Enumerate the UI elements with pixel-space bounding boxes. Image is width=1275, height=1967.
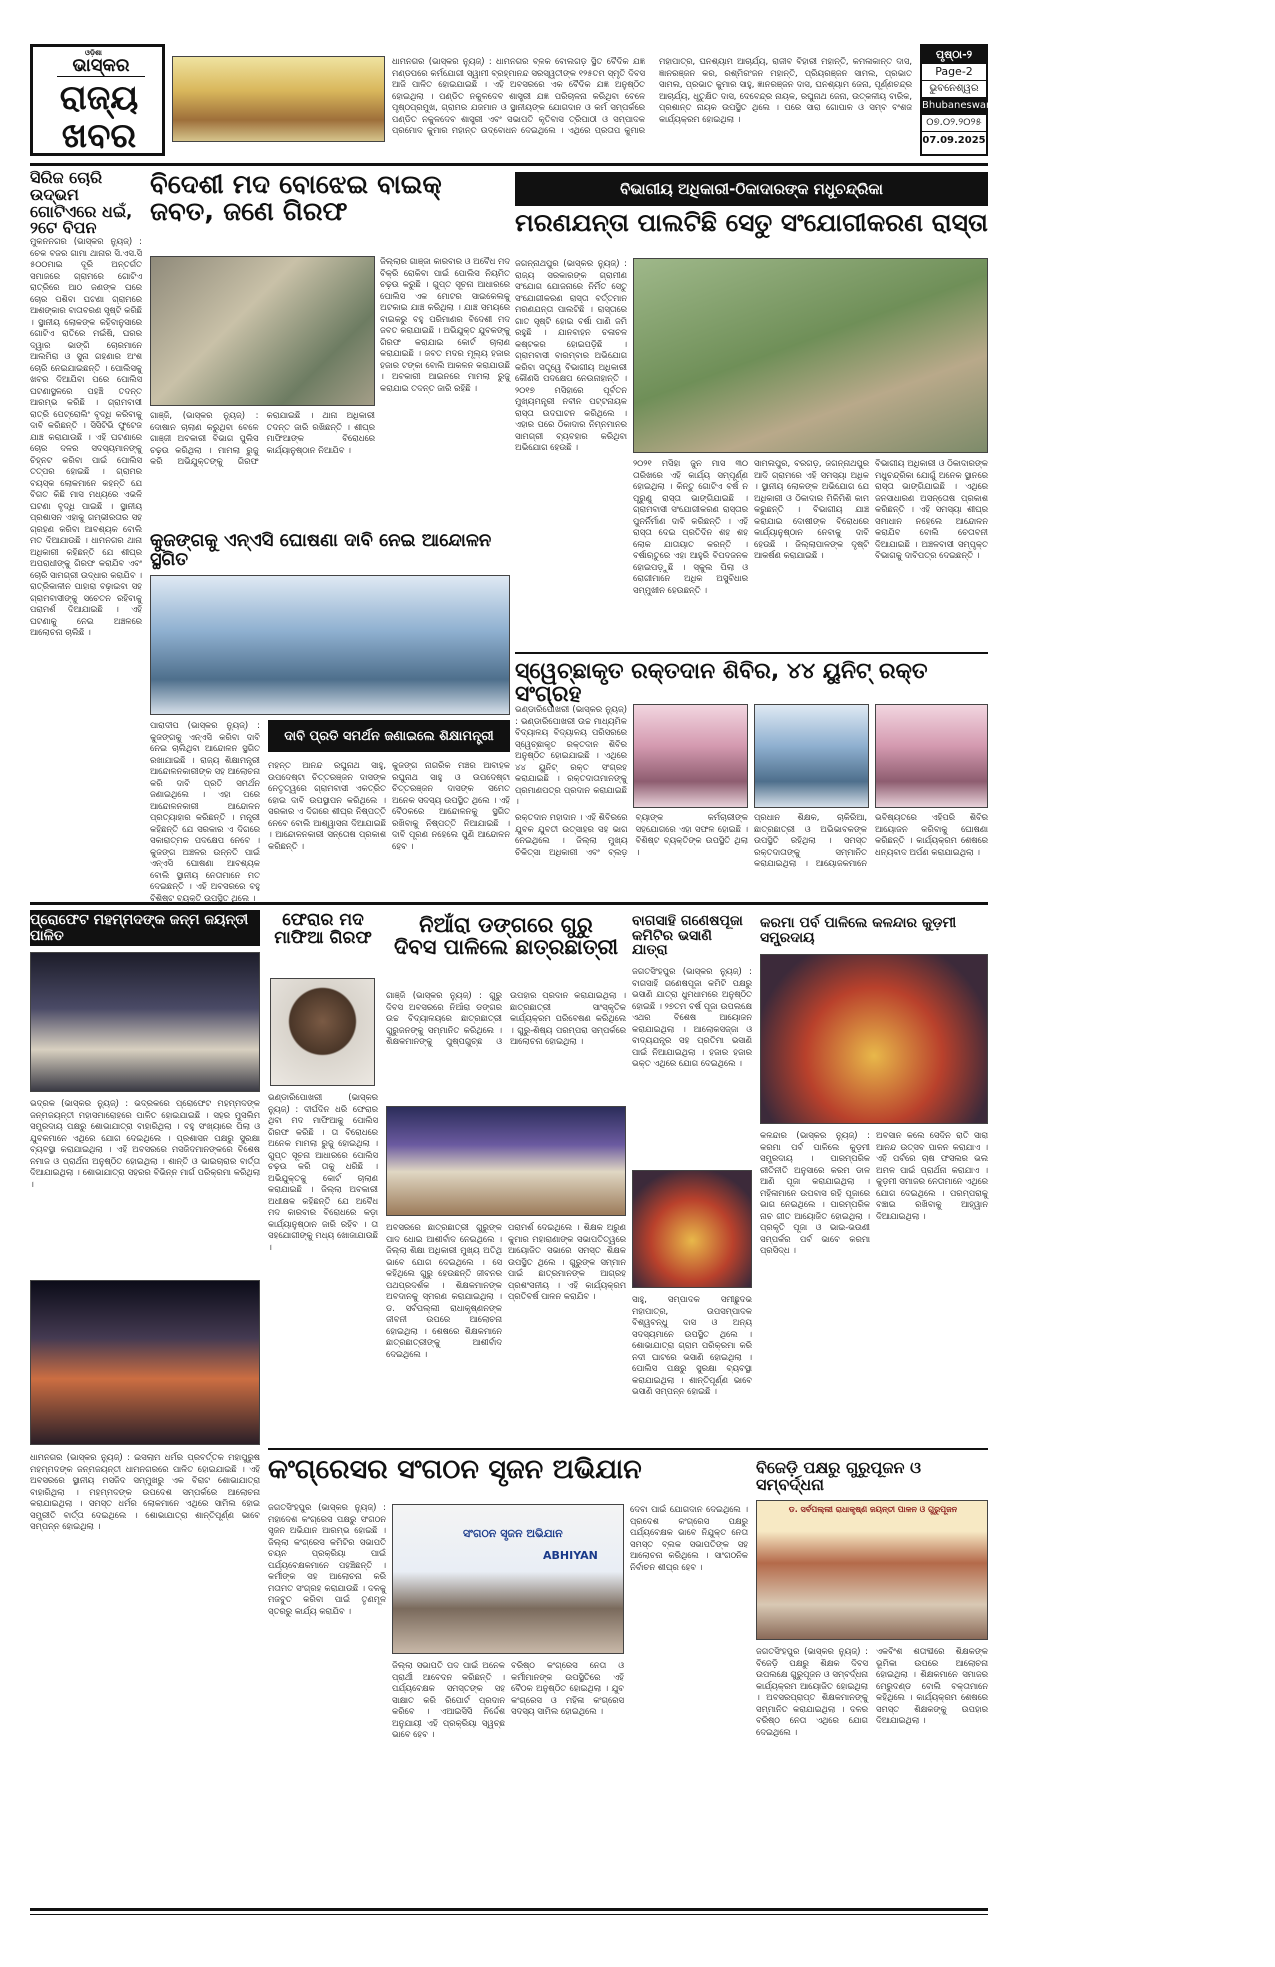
bridge-story-text-d: ବିଭାଗୀୟ ଅଧିକାରୀ ଓ ଠିକାଦାରଙ୍କ ମଧୁଚନ୍ଦ୍ରିକା ଯୋଗୁଁ ଅନେକ ସ୍ଥାନରେ ରାସ୍ତା ଭାଙ୍ଗିଯାଇଛି । ଏଥିରେ ଜନସାଧାରଣ ଅସନ୍ତୋଷ ପ୍ରକାଶ କରିଛନ୍ତି । ଏହି ସମସ୍ୟା ଶୀଘ୍ର ସମାଧାନ ନହେଲେ ଆନ୍ଦୋଳନ କରାଯିବ ବୋଲି ଚେତାବନୀ ଦିଆଯାଇଛି । ଅଞ୍ଚଳବାସୀ ସମ୍ପୃକ୍ତ ବିଭାଗକୁ ଦାବିପତ୍ର ଦେଇଛନ୍ତି । — [875, 458, 988, 560]
karma-story-headline: କରମା ପର୍ବ ପାଳିଲେ କଳନ୍ଦାର କୁଡ଼ମୀ ସମ୍ପ୍ରଦାୟ — [760, 915, 957, 946]
bridge-story-text-a: ଜଗନ୍ନାଥପୁର (ଭାସ୍କର ନ୍ୟୁଜ୍) : ରାଜ୍ୟ ସରକାରଙ୍କ ଗ୍ରାମୀଣ ସଂଯୋଗ ଯୋଜନାରେ ନିର୍ମିତ ସେତୁ ସଂଯୋଗୀକରଣ ରାସ୍ତା ବର୍ତ୍ତମାନ ମରଣଯନ୍ତା ପାଲଟିଛି । ରାସ୍ତାରେ ଗାତ ସୃଷ୍ଟି ହୋଇ ବର୍ଷା ପାଣି ଜମି ରହୁଛି । ଯାନବାହନ ଚଳାଚଳ କଷ୍ଟକର ହୋଇପଡ଼ିଛି । ଗ୍ରାମବାସୀ ବାରମ୍ବାର ଅଭିଯୋଗ କରିବା ସତ୍ତ୍ୱେ ବିଭାଗୀୟ ଅଧିକାରୀ କୌଣସି ପଦକ୍ଷେପ ନେଉନାହାନ୍ତି । ୨୦୧୭ ମସିହାରେ ପୂର୍ବତନ ମୁଖ୍ୟମନ୍ତ୍ରୀ ନବୀନ ପଟ୍ଟନାୟକ ରାସ୍ତା ଉଦଘାଟନ କରିଥିଲେ । ଏହାର ପରେ ଠିକାଦାର ନିମ୍ନମାନର ସାମଗ୍ରୀ ବ୍ୟବହାର କରିଥିବା ଅଭିଯୋଗ ହେଉଛି । — [515, 258, 627, 452]
kunjang-story-text: ପାରାଦୀପ (ଭାସ୍କର ନ୍ୟୁଜ୍) : କୁଜଙ୍ଗକୁ ଏନ୍‌ଏସି କରିବା ଦାବି ନେଇ ଚାଲିଥିବା ଆନ୍ଦୋଳନ ସ୍ଥଗିତ ରଖାଯାଇଛି । ରାଜ୍ୟ ଶିକ୍ଷାମନ୍ତ୍ରୀ ଆନ୍ଦୋଳନକାରୀଙ୍କ ସହ ଆଲୋଚନା କରି ଦାବି ପ୍ରତି ସମର୍ଥନ ଜଣାଇଥିଲେ । ଏହା ପରେ ଆନ୍ଦୋଳନକାରୀ ଆନ୍ଦୋଳନ ପ୍ରତ୍ୟାହାର କରିଛନ୍ତି । ମନ୍ତ୍ରୀ କହିଛନ୍ତି ଯେ ସରକାର ଏ ଦିଗରେ ସକାରାତ୍ମକ ପଦକ୍ଷେପ ନେବେ । କୁଜଙ୍ଗ ଅଞ୍ଚଳର ଉନ୍ନତି ପାଇଁ ଏନ୍‌ଏସି ଘୋଷଣା ଆବଶ୍ୟକ ବୋଲି ସ୍ଥାନୀୟ ନେତାମାନେ ମତ ଦେଇଛନ୍ତି । ଏହି ଅବସରରେ ବହୁ ବିଶିଷ୍ଟ ବ୍ୟକ୍ତି ଉପସ୍ଥିତ ଥିଲେ । — [150, 720, 260, 903]
bridge-story-text-c: ସାମଲପୁର, ବରଗଡ଼, ଜଗନ୍ନାଥପୁର ଆଦି ଗ୍ରାମରେ ଏହି ସମସ୍ୟା ଅଧିକ । ସ୍ଥାନୀୟ ଲୋକଙ୍କ ଅଭିଯୋଗ ଯେ ଅଧିକାରୀ ଓ ଠିକାଦାର ମିଳିମିଶି କାମ କରୁଛନ୍ତି । ବିଭାଗୀୟ ଯାଞ୍ଚ କରାଯାଇ ଦୋଷୀଙ୍କ ବିରୋଧରେ କାର୍ଯ୍ୟାନୁଷ୍ଠାନ ନେବାକୁ ଦାବି ହେଉଛି । ଜିଲ୍ଲାପାଳଙ୍କ ଦୃଷ୍ଟି ଆକର୍ଷଣ କରାଯାଇଛି । — [754, 458, 869, 560]
bjd-story-headline: ବିଜେଡ଼ି ପକ୍ଷରୁ ଗୁରୁପୂଜନ ଓ ସମ୍ବର୍ଦ୍ଧନା — [756, 1458, 922, 1494]
congress-banner-text: ସଂଗଠନ ସୃଜନ ଅଭିଯାନ — [463, 1527, 563, 1540]
ganesh-story-headline: ବାଗସାହି ଗଣେଷପୂଜା କମିଟିର ଭସାଣି ଯାତ୍ରା — [632, 913, 743, 959]
prophet-story-headline: ପ୍ରୋଫେଟ ମହମ୍ମଦଙ୍କ ଜନ୍ମ ଜୟନ୍ତୀ ପାଳିତ — [30, 910, 260, 946]
date-odia: ୦୭.୦୨.୨୦୨୫ — [922, 115, 986, 132]
liquor-story-text-a: ଜିଲ୍ଲାର ଗାଞ୍ଜା କାରବାର ଓ ଅବୈଧ ମଦ ବିକ୍ରି ରୋକିବା ପାଇଁ ପୋଲିସ ନିୟମିତ ଚଢ଼ଉ କରୁଛି । ଗୁପ୍ତ ସୂଚନା ଆଧାରରେ ପୋଲିସ ଏକ ମୋଟର ସାଇକେଲକୁ ଅଟକାଇ ଯାଞ୍ଚ କରିଥିଲା । ଯାଞ୍ଚ ସମୟରେ ବାଇକରୁ ବହୁ ପରିମାଣର ବିଦେଶୀ ମଦ ଜବତ କରାଯାଇଛି । ଅଭିଯୁକ୍ତ ଯୁବକଙ୍କୁ ଗିରଫ କରାଯାଇ କୋର୍ଟ ଚାଲାଣ କରାଯାଇଛି । ଜବତ ମଦର ମୂଲ୍ୟ ହଜାର ହଜାର ଟଙ୍କା ବୋଲି ଆକଳନ କରାଯାଉଛି । ଅବକାରୀ ଆଇନରେ ମାମଲା ରୁଜୁ କରାଯାଇ ତଦନ୍ତ ଜାରି ରହିଛି । — [380, 256, 510, 393]
prophet-story-text: ଭଦ୍ରକ (ଭାସ୍କର ନ୍ୟୁଜ୍) : ଭଦ୍ରକରେ ପ୍ରୋଫେଟ ମହମ୍ମଦଙ୍କ ଜନ୍ମଜୟନ୍ତୀ ମହାସମାରୋହରେ ପାଳିତ ହୋଇଯାଇଛି । ସହର ମୁସଲିମ ସମ୍ପ୍ରଦାୟ ପକ୍ଷରୁ ଶୋଭାଯାତ୍ରା ବାହାରିଥିଲା । ବହୁ ସଂଖ୍ୟାରେ ପିଲା ଓ ଯୁବକମାନେ ଏଥିରେ ଯୋଗ ଦେଇଥିଲେ । ପ୍ରଶାସନ ପକ୍ଷରୁ ସୁରକ୍ଷା ବ୍ୟବସ୍ଥା କରାଯାଇଥିଲା । ଏହି ଅବସରରେ ମସଜିଦମାନଙ୍କରେ ବିଶେଷ ନମାଜ ଓ ପ୍ରାର୍ଥନା ଅନୁଷ୍ଠିତ ହୋଇଥିଲା । ଶାନ୍ତି ଓ ଭାଇଚାରାର ବାର୍ତ୍ତା ଦିଆଯାଇଥିଲା । ଶୋଭାଯାତ୍ରା ସହରର ବିଭିନ୍ନ ମାର୍ଗ ପରିକ୍ରମା କରିଥିଲା । — [30, 1098, 260, 1189]
blood-story-rule — [515, 652, 988, 654]
bjd-banner-text: ଡ. ସର୍ବପଲ୍ଲୀ ରାଧାକୃଷ୍ଣ ଜୟନ୍ତୀ ପାଳନ ଓ ଗୁରୁପୂଜନ — [788, 1505, 958, 1514]
kunjang-subhead: ଦାବି ପ୍ରତି ସମର୍ଥନ ଜଣାଇଲେ ଶିକ୍ଷାମନ୍ତ୍ରୀ — [268, 720, 510, 752]
blood-story-text-b: ରକ୍ତଦାନ ମହାଦାନ । ଏହି ଶିବିରରେ ଯୁବକ ଯୁବତୀ ଉତ୍ସାହର ସହ ଭାଗ ନେଇଥିଲେ । ଜିଲ୍ଲା ମୁଖ୍ୟ ଚିକିତ୍ସା ଅଧିକାରୀ ଏବଂ ବ୍ଲଡ଼ ବ୍ୟାଙ୍କ କର୍ମଚାରୀଙ୍କ ସହଯୋଗରେ ଏହା ସଫଳ ହୋଇଛି । ବିଶିଷ୍ଟ ବ୍ୟକ୍ତିଙ୍କ ଉପସ୍ଥିତି ଥିଲା । — [515, 812, 748, 857]
kunjang-story-text-b: ମହନ୍ତ ଆନନ୍ଦ ରଘୁନାଥ ସାହୁ, ଉପଦେଷ୍ଟା ଚିତ୍ତରଞ୍ଜନ ଦାସଙ୍କ ନେତୃତ୍ୱରେ ଗ୍ରାମବାସୀ ଏକତ୍ରିତ ହୋଇ ଦାବି ଉପସ୍ଥାପନ କରିଥିଲେ । ସରକାର ଏ ଦିଗରେ ଶୀଘ୍ର ନିଷ୍ପତ୍ତି ନେବେ ବୋଲି ଆଶ୍ୱାସନା ଦିଆଯାଇଛି । ଆନ୍ଦୋଳନକାରୀ ସନ୍ତୋଷ ପ୍ରକାଶ କରିଛନ୍ତି । — [268, 760, 386, 851]
liquor-seizure-photo — [150, 256, 375, 406]
city-odia: ଭୁବନେଶ୍ୱର — [929, 83, 979, 94]
lower-rule — [268, 1448, 988, 1450]
kunjang-story-headline: କୁଜଙ୍ଗକୁ ଏନ୍‌ଏସି ଘୋଷଣା ଦାବି ନେଇ ଆନ୍ଦୋଳନ ସ୍ଥଗିତ — [150, 530, 492, 570]
bottom-rule-2 — [30, 1914, 988, 1915]
masthead — [30, 44, 165, 156]
page-info-box — [920, 44, 991, 156]
congress-story-text: ଜଗତସିଂହପୁର (ଭାସ୍କର ନ୍ୟୁଜ୍) : ମହାଦେଶ କଂଗ୍ରେସ ପକ୍ଷରୁ ସଂଗଠନ ସୃଜନ ଅଭିଯାନ ଆରମ୍ଭ ହୋଇଛି । ଜିଲ୍ଲା କଂଗ୍ରେସ କମିଟିର ସଭାପତି ଚୟନ ପ୍ରକ୍ରିୟା ପାଇଁ ପର୍ଯ୍ୟବେକ୍ଷକମାନେ ପହଞ୍ଚିଛନ୍ତି । କର୍ମୀଙ୍କ ସହ ଆଲୋଚନା କରି ମତାମତ ସଂଗ୍ରହ କରାଯାଉଛି । ଦଳକୁ ମଜବୁତ କରିବା ପାଇଁ ତୃଣମୂଳ ସ୍ତରରୁ କାର୍ଯ୍ୟ କରାଯିବ । — [268, 1502, 386, 1616]
bridge-story-headline: ମରଣଯନ୍ତା ପାଲଟିଛି ସେତୁ ସଂଯୋଗୀକରଣ ରାସ୍ତା — [515, 208, 988, 237]
theft-story-text: ମୁକନନଗର (ଭାସ୍କର ନ୍ୟୁଜ୍) : ଚେକ ବଜର ଗାମା ଥାନାର ସି.ଏସ.ସି ୫୦୦ମାଇ ଦୂରି ଅନ୍ତର୍ଗତ ସମାଜରେ ଗ୍ରାମରେ ଗୋଟିଏ ରାତ୍ରିରେ ଆଠ ଜଣଙ୍କ ଘରେ ଚୋର ପଶିବା ଘଟଣା ଗ୍ରାମରେ ଆଶଙ୍କାର ବାତାବରଣ ସୃଷ୍ଟି କରିଛି । ସ୍ଥାନୀୟ ଲୋକଙ୍କ କହିବାନୁସାରେ ଗୋଟିଏ ରାତିରେ ମଇଁଷି, ଘରର ଦ୍ୱାର ଭାଙ୍ଗି ଚୋରମାନେ ଆଲମିରା ଓ ସୁନା ଗହଣାର ଅଂଶ ଚୋରି ନେଇଯାଇଛନ୍ତି । ପୋଲିସକୁ ଖବର ଦିଆଯିବା ପରେ ପୋଲିସ ଘଟଣାସ୍ଥଳରେ ପହଞ୍ଚି ତଦନ୍ତ ଆରମ୍ଭ କରିଛି । ଗ୍ରାମବାସୀ ରାତ୍ରି ପେଟ୍ରୋଲିଂ ବୃଦ୍ଧି କରିବାକୁ ଦାବି କରିଛନ୍ତି । ସିସିଟିଭି ଫୁଟେଜ ଯାଞ୍ଚ କରାଯାଉଛି । ଏହି ଘଟଣାରେ ଚୋର ଦଳର ସଦସ୍ୟମାନଙ୍କୁ ଚିହ୍ନଟ କରିବା ପାଇଁ ପୋଲିସ ତତ୍ପର ହୋଇଛି । ଗ୍ରାମର ବୟସ୍କ ଲୋକମାନେ କହନ୍ତି ଯେ ବିଗତ କିଛି ମାସ ମଧ୍ୟରେ ଏଭଳି ଘଟଣା ବୃଦ୍ଧି ପାଇଛି । ସ୍ଥାନୀୟ ପ୍ରଶାସନ ଏହାକୁ ଗମ୍ଭୀରତାର ସହ ଗ୍ରହଣ କରିବା ଆବଶ୍ୟକ ବୋଲି ମତ ଦିଆଯାଉଛି । ଧାମନଗର ଥାନା ଅଧିକାରୀ କହିଛନ୍ତି ଯେ ଶୀଘ୍ର ଅପରାଧୀଙ୍କୁ ଗିରଫ କରାଯିବ ଏବଂ ଚୋରି ସାମଗ୍ରୀ ଉଦ୍ଧାର କରାଯିବ । ରାତ୍ରିକାଳୀନ ପାହାରା ବଢ଼ାଇବା ସହ ଗ୍ରାମବାସୀଙ୍କୁ ସଚେତନ ରହିବାକୁ ପରାମର୍ଶ ଦିଆଯାଇଛି । ଏହି ଘଟଣାକୁ ନେଇ ଅଞ୍ଚଳରେ ଆଲୋଚନା ଚାଲିଛି । — [30, 236, 142, 637]
guru-story-text: ଗାଞ୍ଜି (ଭାସ୍କର ନ୍ୟୁଜ୍) : ଗୁରୁ ଦିବସ ଅବସରରେ ନିଆଁରା ଡଙ୍ଗର ଉଚ୍ଚ ବିଦ୍ୟାଳୟରେ ଛାତ୍ରଛାତ୍ରୀ ଗୁରୁଜନଙ୍କୁ ସମ୍ମାନିତ କରିଥିଲେ । ଶିକ୍ଷକମାନଙ୍କୁ ପୁଷ୍ପଗୁଚ୍ଛ ଓ ଉପହାର ପ୍ରଦାନ କରାଯାଇଥିଲା । ଛାତ୍ରଛାତ୍ରୀ ସାଂସ୍କୃତିକ କାର୍ଯ୍ୟକ୍ରମ ପରିବେଷଣ କରିଥିଲେ । ଗୁରୁ-ଶିଷ୍ୟ ପରମ୍ପରା ସମ୍ପର୍କରେ ଆଲୋଚନା ହୋଇଥିଲା । — [386, 990, 626, 1046]
date-en: 07.09.2025 — [922, 135, 986, 146]
ganesh-idol-photo — [632, 1170, 752, 1288]
bjd-event-photo — [756, 1500, 988, 1640]
karma-story-text-b: ଅବସାନ କଲେ ସେଦିନ ରାତି ସାରା ଆନନ୍ଦ ଉତ୍ସବ ପାଳନ କରାଯାଏ । ଏହି ପର୍ବରେ ଚାଷ ଫସଲର ଭଲ ଅମଳ ପାଇଁ ପ୍ରାର୍ଥନା କରାଯାଏ । କୁଡ଼ମୀ ସମାଜର ନେତାମାନେ ଏଥିରେ ଯୋଗ ଦେଇଥିଲେ । ପରମ୍ପରାକୁ ବଞ୍ଚାଇ ରଖିବାକୁ ଆହ୍ୱାନ ଦିଆଯାଇଥିଲା । — [876, 1130, 988, 1221]
prophet-procession-photo — [30, 952, 260, 1092]
liquor-story-text-b: ଗାଞ୍ଜି, (ଭାସ୍କର ନ୍ୟୁଜ୍) : ଦୋଷାନ ଚାଲାଣ କରୁଥିବା ବେଳେ ଗାଞ୍ଜୀ ଅବକାରୀ ବିଭାଗ ପୁଲିସ ଚଢ଼ଉ କରିଥିଲା । ମାମଲା ରୁଜୁ କରି ଅଭିଯୁକ୍ତଙ୍କୁ ଗିରଫ କରାଯାଇଛି । ଥାନା ଅଧିକାରୀ ତଦନ୍ତ ଜାରି ରଖିଛନ୍ତି । ଶୀଘ୍ର ମାଫିଆଙ୍କ ବିରୋଧରେ କାର୍ଯ୍ୟାନୁଷ୍ଠାନ ନିଆଯିବ । — [150, 410, 375, 466]
guru-story-headline: ନିଆଁରା ଡଙ୍ଗରେ ଗୁରୁ ଦିବସ ପାଳିଲେ ଛାତ୍ରଛାତ୍ରୀ — [393, 913, 619, 960]
blood-story-headline: ସ୍ୱେଚ୍ଛାକୃତ ରକ୍ତଦାନ ଶିବିର, ୪୪ ୟୁନିଟ୍ ରକ୍ତ ସଂଗ୍ରହ — [515, 659, 928, 708]
top-story-text: ଧାମନଗର (ଭାସ୍କର ନ୍ୟୁଜ୍) : ଧାମନଗର ବ୍ଳକ ବୋଲଗଡ଼ ସ୍ଥିତ ବୈଦିକ ଯଜ୍ଞ ମଣ୍ଡପରେ କର୍ମଯୋଗୀ ସ୍ୱାମୀ ବ୍ରହ୍ମାନନ୍ଦ ସରସ୍ୱତୀଙ୍କ ୧୨୫ତମ ସ୍ମୃତି ଦିବସ ଆଜି ପାଳିତ ହୋଇଯାଇଛି । ଏହି ଅବସରରେ ଏକ ବୈଦିକ ଯଜ୍ଞ ଅନୁଷ୍ଠିତ ହୋଇଥିଲା । ପଣ୍ଡିତ ନକୁଳଦେବ ଶାସ୍ତ୍ରୀ ଯଜ୍ଞ ପରିଚାଳନା କରିଥିବା ବେଳେ ପୃଷ୍ଠପ୍ରମୁଖ, ଗ୍ରାମର ଯଜମାନ ଓ ସ୍ଥାନୀୟଙ୍କ ଯୋଗଦାନ ଓ କର୍ମ ସମ୍ପର୍କରେ ପଣ୍ଡିତ ନକୁଳଦେବ ଶାସ୍ତ୍ରୀ ଏବଂ ସଭାପତି କୃତିବାସ ତ୍ରିପାଠୀ ଓ ସମ୍ପାଦକ ପ୍ରମୋଦ କୁମାର ମହାନ୍ତ ଉଦ୍ବୋଧନ ଦେଇଥିଲେ । ଏଥିରେ ପ୍ରତାପ କୁମାର ମହାପାତ୍ର, ଘନଶ୍ୟାମ ଆଚାର୍ଯ୍ୟ, ରାଜୀବ ବିହାରୀ ମହାନ୍ତି, କମଳାକାନ୍ତ ଦାସ, ଜ୍ଞାନରଞ୍ଜନ କର, ରଶ୍ମିରଂଜନ ମହାନ୍ତି, ପ୍ରିୟରଞ୍ଜନ ସାମଲ, ପ୍ରଭାତ ସାମଲ, ପ୍ରଭାତ କୁମାର ସାହୁ, ଜ୍ଞାନରଞ୍ଜନ ଦାସ, ଘନଶ୍ୟାମ ଜେନା, ପୂର୍ଣ୍ଣଚନ୍ଦ୍ର ଆଚାର୍ଯ୍ୟ, ଧୃତୁକ୍ଷିତ ଦାସ, ଦେବେନ୍ଦ୍ର ନାୟକ, ରଘୁନାଥ ଜେନା, ଉତ୍କଳୀୟ ବାରିକ, ପ୍ରଶାନ୍ତ ନାୟକ ଉପସ୍ଥିତ ଥିଲେ । ପରେ ସାରା ଗୋପାଳ ଓ ସମ୍ବ ବଂଶଜ କାର୍ଯ୍ୟକ୍ରମ ହୋଇଥିଲା । — [392, 56, 912, 135]
congress-event-photo — [392, 1504, 624, 1654]
masthead-subtitle: ଓଡ଼ିଶା — [85, 49, 102, 57]
congress-story-text-d: ଦେବା ପାଇଁ ଯୋଗଦାନ ଦେଇଥିଲେ । ପ୍ରଦେଶ କଂଗ୍ରେସ ପକ୍ଷରୁ ପର୍ଯ୍ୟବେକ୍ଷକ ଭାବେ ନିଯୁକ୍ତ ନେତା ସମସ୍ତ ବ୍ଲକ ସଭାପତିଙ୍କ ସହ ଆଲୋଚନା କରିଥିଲେ । ସାଂଗଠନିକ ନିର୍ବାଚନ ଶୀଘ୍ର ହେବ । — [630, 1504, 748, 1572]
guru-story-text-c: ପରାମର୍ଶ ଦେଇଥିଲେ । ଶିକ୍ଷକ ଅରୁଣ କୁମାର ମହାରାଣାଙ୍କ ସଭାପତିତ୍ୱରେ ଆୟୋଜିତ ସଭାରେ ସମସ୍ତ ଶିକ୍ଷକ ଉପସ୍ଥିତ ଥିଲେ । ଗୁରୁଙ୍କ ସମ୍ମାନ ପାଇଁ ଛାତ୍ରମାନଙ୍କ ଆଗ୍ରହ ପ୍ରଶଂସନୀୟ । ଏହି କାର୍ଯ୍ୟକ୍ରମ ପ୍ରତିବର୍ଷ ପାଳନ କରାଯିବ । — [508, 1222, 626, 1301]
blood-donation-photo-1 — [633, 704, 748, 808]
masthead-title-line2: ଖବର — [61, 116, 137, 156]
bridge-story-kicker: ବିଭାଗୀୟ ଅଧିକାରୀ-ଠିକାଦାରଙ୍କ ମଧୁଚନ୍ଦ୍ରିକା — [515, 172, 988, 206]
damaged-road-photo — [633, 258, 988, 453]
ganesh-story-text-b: ସାହୁ, ସମ୍ପାଦକ ସମୀଛୁଦଭ ମହାପାତ୍ର, ଉପସମ୍ପାଦକ ବିଶ୍ୱବନ୍ଧୁ ଦାସ ଓ ଅନ୍ୟ ସଦସ୍ୟମାନେ ଉପସ୍ଥିତ ଥିଲେ । ଶୋଭାଯାତ୍ରା ଗ୍ରାମ ପରିକ୍ରମା କରି ନଦୀ ଘାଟରେ ଭସାଣି ହୋଇଥିଲା । ପୋଲିସ ପକ୍ଷରୁ ସୁରକ୍ଷା ବ୍ୟବସ୍ଥା କରାଯାଇଥିଲା । ଶାନ୍ତିପୂର୍ଣ୍ଣ ଭାବେ ଭସାଣି ସମ୍ପନ୍ନ ହୋଇଛି । — [632, 1294, 752, 1396]
bottom-rule-1 — [30, 1908, 988, 1911]
karma-story-text: କଳନ୍ଦାର (ଭାସ୍କର ନ୍ୟୁଜ୍) : କରମା ପର୍ବ ପାଳିଲେ କୁଡ଼ମୀ ସମ୍ପ୍ରଦାୟ । ପାରମ୍ପରିକ ରୀତିନୀତି ଅନୁସାରେ କରମ ଡାଳ ଆଣି ପୂଜା କରାଯାଇଥିଲା । ମହିଳାମାନେ ଉପବାସ ରହି ପୂଜାରେ ଭାଗ ନେଇଥିଲେ । ପାରମ୍ପରିକ ନାଚ ଗୀତ ଆୟୋଜିତ ହୋଇଥିଲା । ପ୍ରକୃତି ପୂଜା ଓ ଭାଇ-ଭଉଣୀ ସମ୍ପର୍କର ପର୍ବ ଭାବେ କରମା ପ୍ରସିଦ୍ଧ । — [760, 1130, 870, 1255]
liquor-story-headline: ବିଦେଶୀ ମଦ ବୋଝେଇ ବାଇକ୍ ଜବତ, ଜଣେ ଗିରଫ — [150, 170, 442, 228]
bridge-story-text-b: ୨୦୨୧ ମସିହା ଜୁନ ମାସ ୩୦ ତାରିଖରେ ଏହି କାର୍ଯ୍ୟ ସମ୍ପୂର୍ଣ୍ଣ ହୋଇଥିଲା । କିନ୍ତୁ ଗୋଟିଏ ବର୍ଷ ନ ପୂରୁଣୁ ରାସ୍ତା ଭାଙ୍ଗିଯାଇଛି । ଗ୍ରାମବାସୀ ସଂଯୋଗୀକରଣ ରାସ୍ତାର ପୁନର୍ନିର୍ମାଣ ଦାବି କରିଛନ୍ତି । ଏହି ରାସ୍ତା ଦେଇ ପ୍ରତିଦିନ ଶହ ଶହ ଲୋକ ଯାତାୟାତ କରନ୍ତି । ବର୍ଷାଋତୁରେ ଏହା ଆହୁରି ବିପଦଜନକ ହୋଇପଡ଼ୁଛି । ସ୍କୁଲ ପିଲା ଓ ରୋଗୀମାନେ ଅଧିକ ଅସୁବିଧାର ସମ୍ମୁଖୀନ ହେଉଛନ୍ତି । — [633, 458, 748, 595]
congress-story-text-c: ବରିଷ୍ଠ କଂଗ୍ରେସ ନେତା ଓ କର୍ମୀମାନଙ୍କ ଉପସ୍ଥିତିରେ ଏହି ବୈଠକ ଅନୁଷ୍ଠିତ ହୋଇଥିଲା । ଯୁବ କଂଗ୍ରେସ ଓ ମହିଳା କଂଗ୍ରେସ ସଦସ୍ୟ ସାମିଲ ହୋଇଥିଲେ । — [511, 1660, 624, 1716]
mafia-portrait-photo — [270, 978, 375, 1086]
mafia-story-headline: ଫେରାର ମଦ ମାଫିଆ ଗିରଫ — [274, 910, 372, 948]
city-en: Bhubaneswar — [922, 97, 986, 115]
masthead-title-line1: ରାଜ୍ୟ — [59, 78, 139, 118]
middle-rule — [30, 902, 988, 905]
blood-donation-photo-3 — [875, 704, 988, 808]
prophet-story-text-b: ଧାମନଗର (ଭାସ୍କର ନ୍ୟୁଜ୍) : ଇସଲାମ ଧର୍ମର ପ୍ରବର୍ତ୍ତକ ମହାପୁରୁଷ ମହମ୍ମଦଙ୍କ ଜନ୍ମଜୟନ୍ତୀ ଧାମନଗରରେ ପାଳିତ ହୋଇଯାଇଛି । ଏହି ଅବସରରେ ସ୍ଥାନୀୟ ମସଜିଦ ସମ୍ମୁଖରୁ ଏକ ବିରାଟ ଶୋଭାଯାତ୍ରା ବାହାରିଥିଲା । ମହମ୍ମଦଙ୍କ ଉପଦେଶ ସମ୍ପର୍କରେ ଆଲୋଚନା କରାଯାଇଥିଲା । ସମସ୍ତ ଧର୍ମର ଲୋକମାନେ ଏଥିରେ ସାମିଲ ହୋଇ ସମ୍ପ୍ରୀତି ବାର୍ତ୍ତା ଦେଇଥିଲେ । ଶୋଭାଯାତ୍ରା ଶାନ୍ତିପୂର୍ଣ୍ଣ ଭାବେ ସମ୍ପନ୍ନ ହୋଇଥିଲା । — [30, 1452, 260, 1531]
prophet-night-procession-photo — [30, 1280, 260, 1445]
congress-story-text-b: ଜିଲ୍ଲା ସଭାପତି ପଦ ପାଇଁ ଅନେକ ପ୍ରାର୍ଥୀ ଆବେଦନ କରିଛନ୍ତି । ପର୍ଯ୍ୟବେକ୍ଷକ ସମସ୍ତଙ୍କ ସହ ସାକ୍ଷାତ କରି ରିପୋର୍ଟ ପ୍ରଦାନ କରିବେ । ଏଆଇସିସି ନିର୍ଦ୍ଦେଶ ଅନୁଯାୟୀ ଏହି ପ୍ରକ୍ରିୟା ସ୍ୱଚ୍ଛ ଭାବେ ହେବ । — [392, 1660, 505, 1739]
guru-day-stage-photo — [386, 1106, 626, 1216]
masthead-brand: ଭାସ୍କର — [57, 55, 145, 77]
kunjang-story-text-c: କୁଜଙ୍ଗ ନାଗରିକ ମଞ୍ଚର ଆବାହକ ରଘୁନାଥ ସାହୁ ଓ ଉପଦେଷ୍ଟା ଚିତ୍ତରଞ୍ଜନ ଦାସଙ୍କ ସମେତ ଅନେକ ସଦସ୍ୟ ଉପସ୍ଥିତ ଥିଲେ । ଏହି ବୈଠକରେ ଆନ୍ଦୋଳନକୁ ସ୍ଥଗିତ ରଖିବାକୁ ନିଷ୍ପତ୍ତି ନିଆଯାଇଛି । ଦାବି ପୂରଣ ନହେଲେ ପୁଣି ଆନ୍ଦୋଳନ ହେବ । — [392, 760, 510, 851]
mafia-story-text: ଭଣ୍ଡାରିପୋଖରୀ (ଭାସ୍କର ନ୍ୟୁଜ୍) : ଦୀର୍ଘଦିନ ଧରି ଫେରାର ଥିବା ମଦ ମାଫିଆକୁ ପୋଲିସ ଗିରଫ କରିଛି । ତା ବିରୋଧରେ ଅନେକ ମାମଲା ରୁଜୁ ହୋଇଥିଲା । ଗୁପ୍ତ ସୂଚନା ଆଧାରରେ ପୋଲିସ ଚଢ଼ଉ କରି ତାକୁ ଧରିଛି । ଅଭିଯୁକ୍ତକୁ କୋର୍ଟ ଚାଲାଣ କରାଯାଇଛି । ଜିଲ୍ଲା ଅବକାରୀ ଅଧୀକ୍ଷକ କହିଛନ୍ତି ଯେ ଅବୈଧ ମଦ କାରବାର ବିରୋଧରେ କଡ଼ା କାର୍ଯ୍ୟାନୁଷ୍ଠାନ ଜାରି ରହିବ । ତା ସହଯୋଗୀଙ୍କୁ ମଧ୍ୟ ଖୋଜାଯାଉଛି । — [268, 1092, 378, 1252]
blood-donation-photo-2 — [754, 704, 869, 808]
page-number-en: Page-2 — [922, 64, 986, 81]
masthead-rule — [30, 163, 988, 166]
kunjang-group-photo — [150, 575, 510, 715]
karma-festival-photo — [760, 954, 988, 1124]
congress-banner-en: ABHIYAN — [543, 1549, 598, 1562]
temple-ceremony-photo — [172, 56, 385, 142]
congress-story-headline: କଂଗ୍ରେସର ସଂଗଠନ ସୃଜନ ଅଭିଯାନ — [268, 1454, 642, 1485]
theft-story-headline: ସିରିଜ ଚୋରି ଉଦ୍ଭମ ଗୋଟିଏରେ ଧଇଁ, ୨ଟେ ବିପନ — [30, 168, 133, 238]
ganesh-story-text: ଜଗତସିଂହପୁର (ଭାସ୍କର ନ୍ୟୁଜ୍) : ବାଗସାହି ଗଣେଷପୂଜା କମିଟି ପକ୍ଷରୁ ଭସାଣି ଯାତ୍ରା ଧୁମଧାମରେ ଅନୁଷ୍ଠିତ ହୋଇଛି । ୨୭ତମ ବର୍ଷ ପୂଜା ଉପଲକ୍ଷେ ଏଥର ବିଶେଷ ଆୟୋଜନ କରାଯାଇଥିଲା । ଆଲୋକସଜ୍ଜା ଓ ବାଦ୍ୟଯନ୍ତ୍ର ସହ ପ୍ରତିମା ଭସାଣି ପାଇଁ ନିଆଯାଇଥିଲା । ହଜାର ହଜାର ଭକ୍ତ ଏଥିରେ ଯୋଗ ଦେଇଥିଲେ । — [632, 966, 752, 1068]
blood-story-text-c: ପ୍ରଧାନ ଶିକ୍ଷକ, ଚାକିରିଆ, ଛାତ୍ରଛାତ୍ରୀ ଓ ଅଭିଭାବକଙ୍କ ଉପସ୍ଥିତି ରହିଥିଲା । ସମସ୍ତ ରକ୍ତଦାତାଙ୍କୁ ସମ୍ମାନିତ କରାଯାଇଥିଲା । ଆୟୋଜକମାନେ ଭବିଷ୍ୟତରେ ଏହିପରି ଶିବିର ଆୟୋଜନ କରିବାକୁ ଘୋଷଣା କରିଛନ୍ତି । କାର୍ଯ୍ୟକ୍ରମ ଶେଷରେ ଧନ୍ୟବାଦ ଅର୍ପଣ କରାଯାଇଥିଲା । — [754, 812, 988, 868]
guru-story-text-b: ଅବସରରେ ଛାତ୍ରଛାତ୍ରୀ ଗୁରୁଙ୍କ ପାଦ ଧୋଇ ଆଶୀର୍ବାଦ ନେଇଥିଲେ । ଜିଲ୍ଲା ଶିକ୍ଷା ଅଧିକାରୀ ମୁଖ୍ୟ ଅତିଥି ଭାବେ ଯୋଗ ଦେଇଥିଲେ । ସେ କହିଥିଲେ ଗୁରୁ ହେଉଛନ୍ତି ଜୀବନର ପଥପ୍ରଦର୍ଶକ । ଶିକ୍ଷକମାନଙ୍କ ଅବଦାନକୁ ସ୍ମରଣ କରାଯାଇଥିଲା । ଡ. ସର୍ବପଲ୍ଲୀ ରାଧାକୃଷ୍ଣନଙ୍କ ଜୀବନୀ ଉପରେ ଆଲୋଚନା ହୋଇଥିଲା । ଶେଷରେ ଶିକ୍ଷକମାନେ ଛାତ୍ରଛାତ୍ରୀଙ୍କୁ ଆଶୀର୍ବାଦ ଦେଇଥିଲେ । — [386, 1222, 502, 1359]
blood-story-text-a: ଭଣ୍ଡାରିପୋଖରୀ (ଭାସ୍କର ନ୍ୟୁଜ୍) : ଭଣ୍ଡାରିପୋଖରୀ ଉଚ୍ଚ ମାଧ୍ୟମିକ ବିଦ୍ୟାଳୟ ବିଦ୍ୟାଳୟ ପରିସରରେ ସ୍ୱେଚ୍ଛାକୃତ ରକ୍ତଦାନ ଶିବିର ଅନୁଷ୍ଠିତ ହୋଇଯାଇଛି । ଏଥିରେ ୪୪ ୟୁନିଟ୍ ରକ୍ତ ସଂଗ୍ରହ କରାଯାଇଛି । ରକ୍ତଦାତାମାନଙ୍କୁ ପ୍ରମାଣପତ୍ର ପ୍ରଦାନ କରାଯାଇଛି । — [515, 704, 627, 806]
bjd-story-text: ଜଗତସିଂହପୁର (ଭାସ୍କର ନ୍ୟୁଜ୍) : ବିଜେଡ଼ି ପକ୍ଷରୁ ଶିକ୍ଷକ ଦିବସ ଉପଲକ୍ଷେ ଗୁରୁପୂଜନ ଓ ସମ୍ବର୍ଦ୍ଧନା କାର୍ଯ୍ୟକ୍ରମ ଆୟୋଜିତ ହୋଇଥିଲା । ଅବସରପ୍ରାପ୍ତ ଶିକ୍ଷକମାନଙ୍କୁ ସମ୍ମାନିତ କରାଯାଇଥିଲା । ଦଳର ବରିଷ୍ଠ ନେତା ଏଥିରେ ଯୋଗ ଦେଇଥିଲେ । — [756, 1646, 868, 1737]
page-number-odia: ପୃଷ୍ଠା-୨ — [922, 46, 986, 64]
bjd-story-text-b: ଏକବିଂଶ ଶତାବ୍ଦୀରେ ଶିକ୍ଷକଙ୍କ ଭୂମିକା ଉପରେ ଆଲୋଚନା ହୋଇଥିଲା । ଶିକ୍ଷକମାନେ ସମାଜର ମେରୁଦଣ୍ଡ ବୋଲି ବକ୍ତାମାନେ କହିଥିଲେ । କାର୍ଯ୍ୟକ୍ରମ ଶେଷରେ ସମସ୍ତ ଶିକ୍ଷକଙ୍କୁ ଉପହାର ଦିଆଯାଇଥିଲା । — [876, 1646, 988, 1725]
